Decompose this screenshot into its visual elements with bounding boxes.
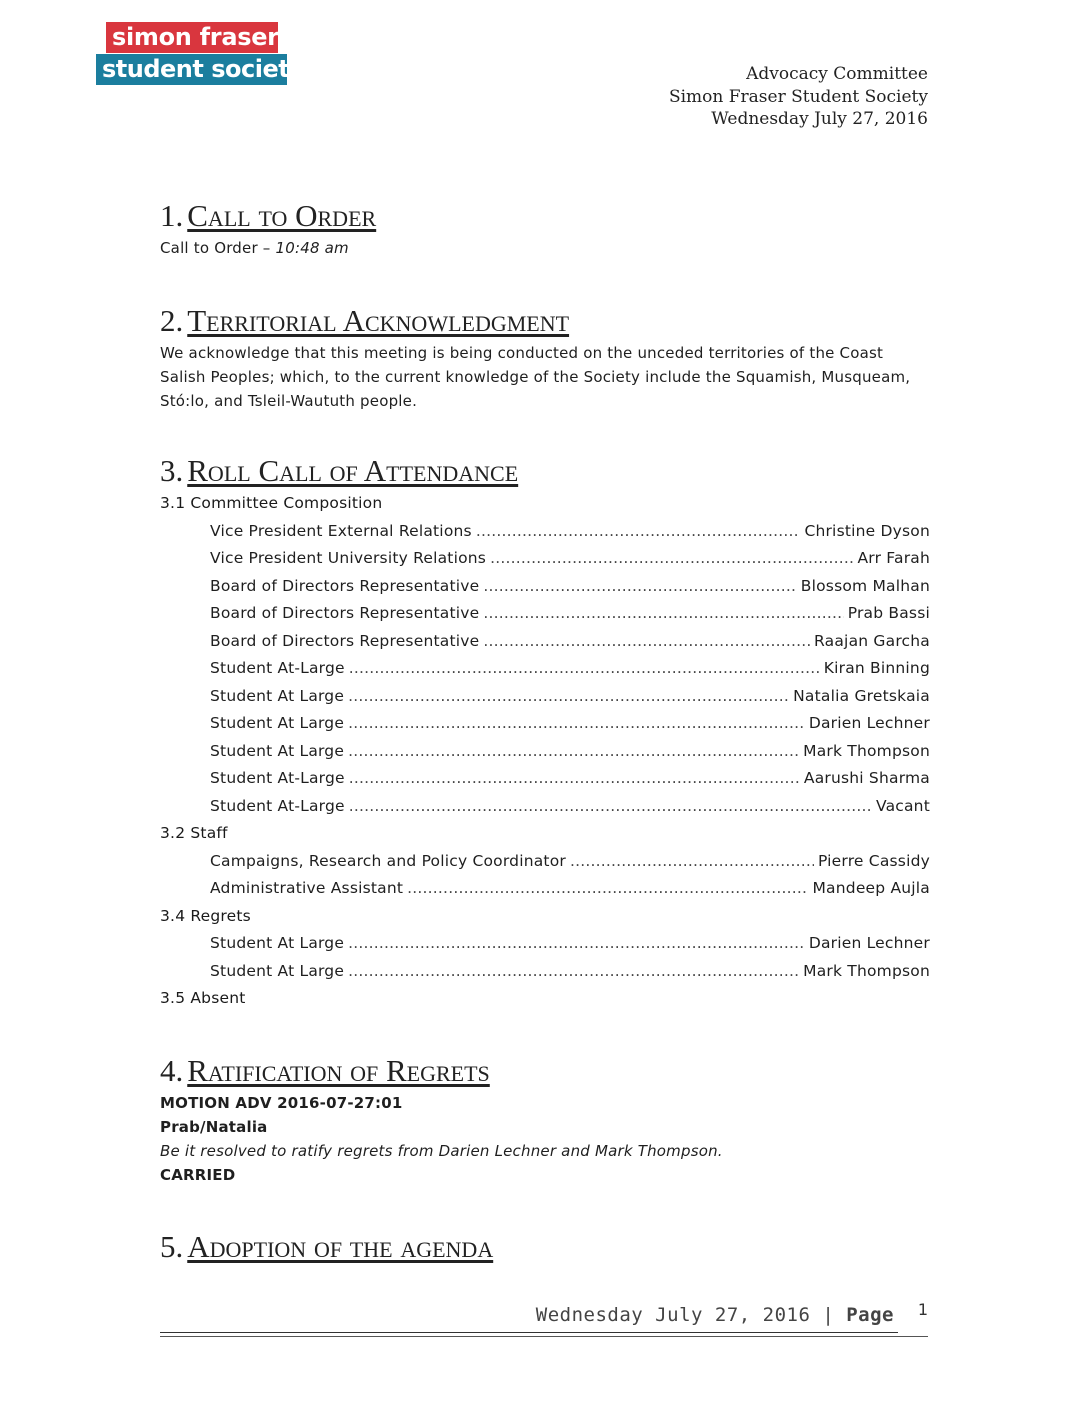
- section-territorial-acknowledgment: [160, 303, 930, 413]
- attendee-name: Kiran Binning: [823, 659, 930, 677]
- dot-leader: [476, 518, 801, 546]
- section-title: Adoption of the agenda: [187, 1229, 494, 1264]
- section-heading: [160, 303, 930, 339]
- section-number: 4.: [160, 1053, 184, 1088]
- attendance-row: [160, 930, 930, 958]
- attendee-role: Vice President External Relations: [210, 521, 472, 540]
- attendee-role: Student At-Large: [210, 659, 345, 677]
- dot-leader: [348, 710, 805, 738]
- logo-line-1: simon fraser: [106, 22, 278, 53]
- attendance-row: [160, 600, 930, 628]
- attendee-role: Student At Large: [210, 741, 345, 760]
- sfss-logo: [96, 22, 305, 85]
- footer-date: Wednesday July 27, 2016: [535, 1304, 811, 1326]
- composition-label: 3.1 Committee Composition: [160, 494, 383, 512]
- attendee-role: Student At-Large: [210, 769, 345, 787]
- header-date: Wednesday July 27, 2016: [711, 109, 928, 129]
- page-footer: [160, 1302, 928, 1336]
- attendee-name: Mandeep Aujla: [812, 879, 930, 897]
- dot-leader: [407, 875, 808, 903]
- acknowledgment-paragraph: [160, 341, 930, 413]
- dot-leader: [348, 930, 805, 958]
- attendance-row: [160, 628, 930, 656]
- attendee-role: Board of Directors Representative: [210, 604, 480, 622]
- dot-leader: [349, 793, 872, 821]
- attendee-name: Darien Lechner: [808, 934, 930, 952]
- section-adoption-of-agenda: [160, 1229, 930, 1265]
- section-title: Call to Order: [187, 198, 377, 233]
- section-ratification-of-regrets: [160, 1053, 930, 1187]
- acknowledgment-line: We acknowledge that this meeting is being conducted on the unceded territories of the Coast: [160, 344, 884, 362]
- attendee-role: Vice President University Relations: [210, 549, 487, 567]
- dot-leader: [348, 958, 799, 986]
- section-call-to-order: [160, 198, 930, 260]
- footer-rule: [160, 1336, 928, 1337]
- attendee-role: Administrative Assistant: [210, 879, 404, 897]
- acknowledgment-line: Stó:lo, and Tsleil-Waututh people.: [160, 392, 418, 410]
- attendee-name: Darien Lechner: [808, 714, 930, 732]
- attendance-row: [160, 710, 930, 738]
- regrets-list: [160, 930, 930, 985]
- section-number: 1.: [160, 198, 184, 233]
- dot-leader: [483, 573, 796, 601]
- section-number: 3.: [160, 453, 184, 488]
- dot-leader: [570, 848, 814, 876]
- attendance-row: [160, 738, 930, 766]
- attendance-row: [160, 573, 930, 601]
- footer-text: [536, 1304, 894, 1326]
- attendee-role: Student At Large: [210, 686, 345, 705]
- logo-line-2: student society: [96, 54, 287, 85]
- motion-result: CARRIED: [160, 1166, 236, 1184]
- section-heading: [160, 1053, 930, 1089]
- attendee-name: Pierre Cassidy: [817, 851, 930, 870]
- header-society: Simon Fraser Student Society: [668, 86, 928, 107]
- section-number: 5.: [160, 1229, 184, 1264]
- section-heading: [160, 453, 930, 489]
- attendance-row: [160, 848, 930, 876]
- call-to-order-time: 10:48 am: [275, 239, 349, 257]
- attendee-name: Christine Dyson: [804, 521, 930, 540]
- document-header: [669, 63, 928, 131]
- section-number: 2.: [160, 303, 184, 338]
- call-to-order-label: Call to Order –: [160, 239, 276, 257]
- section-title: Roll Call of Attendance: [187, 453, 519, 488]
- regrets-label: 3.4 Regrets: [160, 906, 251, 925]
- absent-label: 3.5 Absent: [160, 989, 246, 1007]
- attendee-role: Student At Large: [210, 934, 345, 952]
- section-roll-call: [160, 453, 930, 1013]
- section-title: Territorial Acknowledgment: [187, 303, 570, 338]
- acknowledgment-line: Salish Peoples; which, to the current knowledge of the Society include the Squamish, Musqueam,: [160, 368, 911, 386]
- attendance-row: [160, 765, 930, 793]
- attendee-role: Student At Large: [210, 961, 345, 980]
- section-heading: [160, 198, 930, 234]
- attendee-name: Blossom Malhan: [800, 576, 930, 595]
- attendance-row: [160, 655, 930, 683]
- motion-block: [160, 1091, 930, 1187]
- motion-id: MOTION ADV 2016-07-27:01: [160, 1094, 403, 1112]
- footer-separator: |: [810, 1304, 847, 1326]
- attendance-row: [160, 683, 930, 711]
- attendance-row: [160, 545, 930, 573]
- section-heading: [160, 1229, 930, 1265]
- dot-leader: [348, 738, 799, 766]
- attendee-name: Vacant: [875, 796, 930, 815]
- attendee-name: Aarushi Sharma: [803, 769, 930, 787]
- footer-rule: [160, 1332, 898, 1333]
- attendee-name: Natalia Gretskaia: [793, 686, 930, 705]
- footer-page-label: Page: [846, 1304, 894, 1326]
- attendee-role: Student At-Large: [210, 796, 345, 815]
- attendance-row: [160, 875, 930, 903]
- attendee-role: Student At Large: [210, 714, 345, 732]
- header-committee: Advocacy Committee: [746, 64, 928, 84]
- attendance-row: [160, 518, 930, 546]
- attendee-name: Mark Thompson: [803, 961, 930, 980]
- attendee-name: Arr Farah: [857, 549, 930, 567]
- attendee-name: Prab Bassi: [847, 604, 930, 622]
- motion-resolution: Be it resolved to ratify regrets from Darien Lechner and Mark Thompson.: [160, 1142, 723, 1160]
- attendee-role: Board of Directors Representative: [210, 631, 480, 650]
- attendance-row: [160, 958, 930, 986]
- attendee-name: Mark Thompson: [803, 741, 930, 760]
- dot-leader: [483, 600, 843, 628]
- call-to-order-text: [160, 236, 930, 260]
- attendee-name: Raajan Garcha: [814, 631, 930, 650]
- dot-leader: [349, 655, 820, 683]
- staff-list: [160, 848, 930, 903]
- motion-movers: Prab/Natalia: [160, 1118, 268, 1136]
- dot-leader: [490, 545, 853, 573]
- attendee-role: Board of Directors Representative: [210, 576, 480, 595]
- composition-list: [160, 518, 930, 821]
- dot-leader: [349, 765, 800, 793]
- dot-leader: [483, 628, 810, 656]
- section-title: Ratification of Regrets: [187, 1053, 490, 1088]
- dot-leader: [348, 683, 789, 711]
- attendee-role: Campaigns, Research and Policy Coordinator: [210, 851, 566, 870]
- staff-label: 3.2 Staff: [160, 824, 228, 842]
- attendance-row: [160, 793, 930, 821]
- footer-page-number: 1: [917, 1300, 928, 1319]
